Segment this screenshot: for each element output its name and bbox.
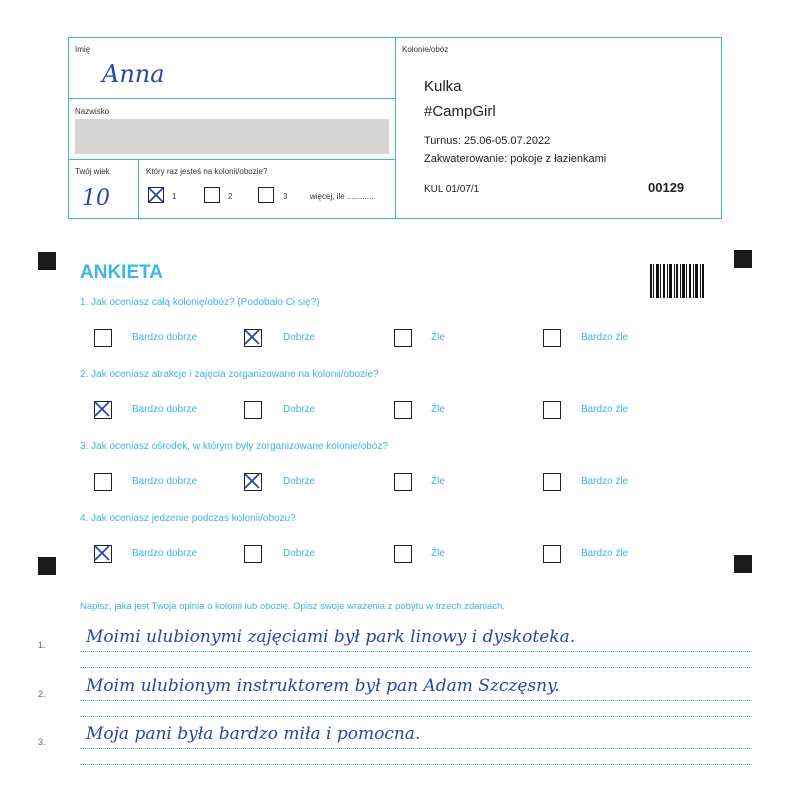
opinion-line-3-number: 3. <box>38 737 46 747</box>
opinion-prompt: Napisz, jaka jest Twoja opinia o kolonii lub obozie. Opisz swoje wrażenia z pobytu w trzech zdaniach. <box>80 601 505 612</box>
opinion-line-1-number: 1. <box>38 640 46 650</box>
question-4-option-2-checkbox[interactable] <box>244 545 262 563</box>
opinion-line-2-rule <box>80 700 752 701</box>
imie-value[interactable]: Anna <box>102 60 165 88</box>
question-2-option-3-checkbox[interactable] <box>394 401 412 419</box>
check-x-icon <box>243 328 261 346</box>
ktory-raz-checkbox-3[interactable] <box>258 187 274 203</box>
check-x-icon <box>243 472 261 490</box>
wiek-label: Twój wiek <box>75 167 110 176</box>
question-3-option-3-checkbox[interactable] <box>394 473 412 491</box>
camp-name: Kulka <box>424 78 462 95</box>
question-2-option-1-checkbox[interactable] <box>94 401 112 419</box>
zakwaterowanie: Zakwaterowanie: pokoje z łazienkami <box>424 153 607 165</box>
question-2-option-4-label: Bardzo źle <box>581 404 629 415</box>
question-3-text: 3. Jak oceniasz ośrodek, w którym były zorganizowane kolonie/obóz? <box>80 441 388 452</box>
question-4-option-3-label: Źle <box>431 548 445 559</box>
question-2-option-2-label: Dobrze <box>283 404 316 415</box>
registration-mark-bottom-left <box>38 557 56 575</box>
kolonia-label: Kolonie/obóz <box>402 45 449 54</box>
ktory-raz-checkbox-1[interactable] <box>148 187 164 203</box>
question-4-text: 4. Jak oceniasz jedzenie podczas kolonii/obozu? <box>80 513 296 524</box>
question-1-option-2-label: Dobrze <box>283 332 316 343</box>
question-4-option-1-checkbox[interactable] <box>94 545 112 563</box>
question-3-option-1-checkbox[interactable] <box>94 473 112 491</box>
question-3-option-4-checkbox[interactable] <box>543 473 561 491</box>
question-3-option-2-label: Dobrze <box>283 476 316 487</box>
header-divider-vertical <box>395 37 396 218</box>
opinion-line-1-rule <box>80 651 752 652</box>
nazwisko-label: Nazwisko <box>75 107 110 116</box>
question-3-option-1-label: Bardzo dobrze <box>132 476 198 487</box>
opinion-line-2-rule-lower <box>80 716 752 717</box>
question-1-option-2-checkbox[interactable] <box>244 329 262 347</box>
nazwisko-redacted <box>75 119 389 154</box>
ktory-raz-option-2: 2 <box>228 192 233 201</box>
turnus: Turnus: 25.06-05.07.2022 <box>424 135 551 147</box>
question-4-option-4-label: Bardzo źle <box>581 548 629 559</box>
question-1-option-1-label: Bardzo dobrze <box>132 332 198 343</box>
form-number: 00129 <box>648 180 685 195</box>
opinion-line-3-text[interactable]: Moja pani była bardzo miła i pomocna. <box>86 724 421 744</box>
camp-tag: #CampGirl <box>424 103 496 120</box>
question-2-option-1-label: Bardzo dobrze <box>132 404 198 415</box>
question-2-option-3-label: Źle <box>431 404 445 415</box>
opinion-line-3-rule <box>80 748 752 749</box>
question-4-option-3-checkbox[interactable] <box>394 545 412 563</box>
survey-title: ANKIETA <box>80 262 164 283</box>
question-3-option-4-label: Bardzo źle <box>581 476 629 487</box>
registration-mark-top-left <box>38 252 56 270</box>
check-x-icon <box>93 544 111 562</box>
ktory-raz-label: Który raz jesteś na kolonii/obozie? <box>146 167 268 176</box>
opinion-line-2-text[interactable]: Moim ulubionym instruktorem był pan Adam Szczęsny. <box>86 676 560 696</box>
question-4-option-4-checkbox[interactable] <box>543 545 561 563</box>
registration-mark-bottom-right <box>734 555 752 573</box>
question-4-option-1-label: Bardzo dobrze <box>132 548 198 559</box>
opinion-line-3-rule-lower <box>80 764 752 765</box>
question-1-option-4-label: Bardzo źle <box>581 332 629 343</box>
header-divider-1 <box>68 98 396 99</box>
opinion-line-1-rule-lower <box>80 667 752 668</box>
header-divider-2 <box>68 159 396 160</box>
question-1-option-3-label: Źle <box>431 332 445 343</box>
question-2-option-4-checkbox[interactable] <box>543 401 561 419</box>
question-1-option-3-checkbox[interactable] <box>394 329 412 347</box>
question-1-text: 1. Jak oceniasz całą kolonię/obóz? (Podobało Ci się?) <box>80 297 320 308</box>
question-2-option-2-checkbox[interactable] <box>244 401 262 419</box>
wiecej-label: więcej, ile ............ <box>310 192 374 201</box>
opinion-line-2-number: 2. <box>38 689 46 699</box>
check-x-icon <box>147 186 165 204</box>
question-1-option-1-checkbox[interactable] <box>94 329 112 347</box>
question-1-option-4-checkbox[interactable] <box>543 329 561 347</box>
age-divider <box>138 159 139 218</box>
wiek-value[interactable]: 10 <box>82 186 110 211</box>
opinion-line-1-text[interactable]: Moimi ulubionymi zajęciami był park linowy i dyskoteka. <box>86 627 576 647</box>
registration-mark-top-right <box>734 250 752 268</box>
ktory-raz-option-3: 3 <box>283 192 288 201</box>
imie-label: Imię <box>75 45 91 54</box>
question-2-text: 2. Jak oceniasz atrakcje i zajęcia zorganizowane na kolonii/obozie? <box>80 369 379 380</box>
camp-code: KUL 01/07/1 <box>424 184 480 195</box>
ktory-raz-checkbox-2[interactable] <box>204 187 220 203</box>
question-3-option-3-label: Źle <box>431 476 445 487</box>
check-x-icon <box>93 400 111 418</box>
ktory-raz-option-1: 1 <box>172 192 177 201</box>
question-3-option-2-checkbox[interactable] <box>244 473 262 491</box>
barcode-icon <box>650 264 704 298</box>
question-4-option-2-label: Dobrze <box>283 548 316 559</box>
